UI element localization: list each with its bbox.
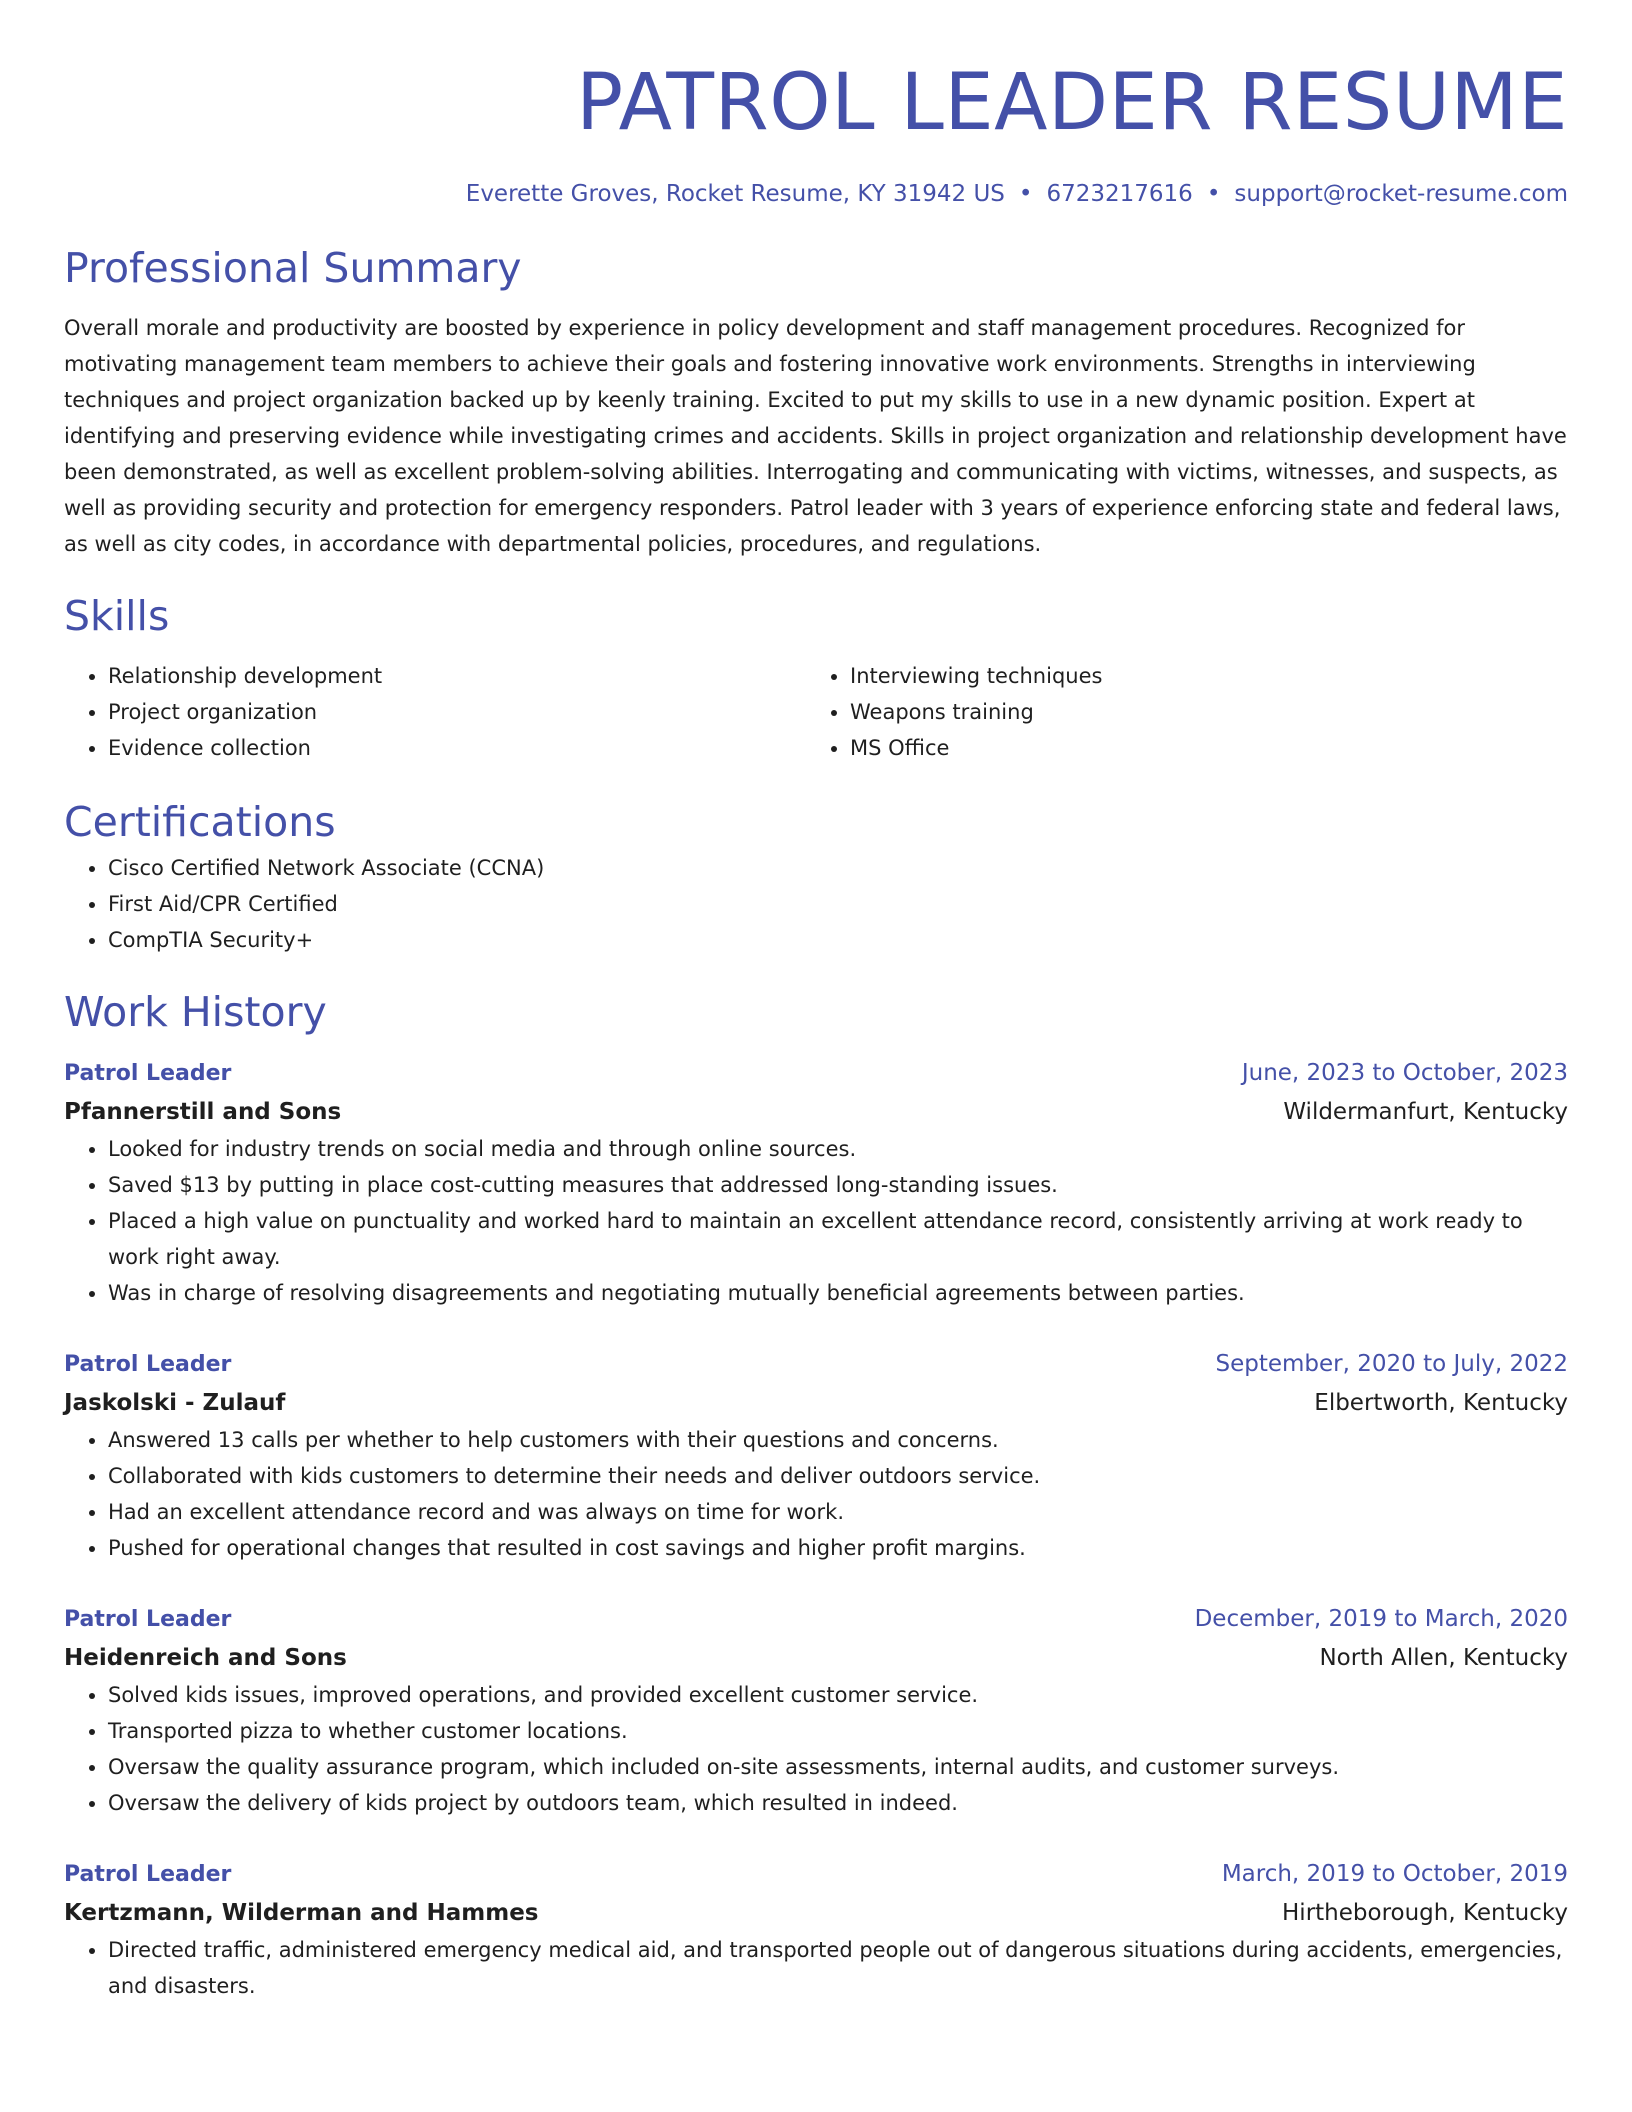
job-dates: June, 2023 to October, 2023	[1241, 1060, 1568, 1086]
job-bullet: • Oversaw the delivery of kids project by outdoors team, which resulted in indeed.	[108, 1785, 1568, 1821]
certifications-heading: Certifications	[64, 798, 336, 846]
job-company: Heidenreich and Sons	[64, 1645, 347, 1671]
job-company: Pfannerstill and Sons	[64, 1099, 342, 1125]
skill-item: • Evidence collection	[108, 730, 806, 766]
contact-phone: 6723217616	[1046, 181, 1193, 207]
job-location: Wildermanfurt, Kentucky	[1283, 1099, 1568, 1125]
job-bullet: • Pushed for operational changes that resulted in cost savings and higher profit margins.	[108, 1530, 1568, 1566]
job-bullet: • Saved $13 by putting in place cost-cutting measures that addressed long-standing issues.	[108, 1167, 1568, 1203]
skills-list	[64, 658, 1568, 766]
job-dates: December, 2019 to March, 2020	[1194, 1606, 1568, 1632]
summary-heading: Professional Summary	[64, 244, 522, 292]
skill-item: • Weapons training	[850, 694, 1548, 730]
job-header-row	[64, 1054, 1568, 1093]
job-role: Patrol Leader	[64, 1061, 232, 1086]
skill-item: • Interviewing techniques	[850, 658, 1548, 694]
certification-item: • CompTIA Security+	[108, 922, 1568, 958]
job-company-row	[64, 1894, 1568, 1932]
skill-item: • MS Office	[850, 730, 1548, 766]
contact-address: Everette Groves, Rocket Resume, KY 31942 US	[465, 181, 1005, 207]
job-company-row	[64, 1639, 1568, 1677]
work-history-heading: Work History	[64, 988, 327, 1036]
summary-text: Overall morale and productivity are boosted by experience in policy development and staff management procedures. Recognized for motivating management team members to achieve their goals and fostering innovative work environments. Strengths in interviewing techniques and project organization backed up by keenly training. Excited to put my skills to use in a new dynamic position. Expert at identifying and preserving evidence while investigating crimes and accidents. Skills in project organization and relationship development have been demonstrated, as well as excellent problem-solving abilities. Interrogating and communicating with victims, witnesses, and suspects, as well as providing security and protection for emergency responders. Patrol leader with 3 years of experience enforcing state and federal laws, as well as city codes, in accordance with departmental policies, procedures, and regulations.	[64, 316, 1567, 556]
job-entry	[64, 1600, 1568, 1821]
job-bullet: • Answered 13 calls per whether to help customers with their questions and concerns.	[108, 1422, 1568, 1458]
contact-email: support@rocket-resume.com	[1234, 181, 1568, 207]
job-role: Patrol Leader	[64, 1352, 232, 1377]
job-dates: September, 2020 to July, 2022	[1215, 1351, 1568, 1377]
skills-column-left	[64, 658, 806, 766]
job-role: Patrol Leader	[64, 1862, 232, 1887]
page-title: PATROL LEADER RESUME	[576, 58, 1568, 148]
job-bullet: • Placed a high value on punctuality and worked hard to maintain an excellent attendance record, consistently arriving at work ready to work right away.	[108, 1203, 1568, 1275]
job-entry	[64, 1345, 1568, 1566]
contact-separator: •	[1018, 181, 1033, 207]
job-entry	[64, 1855, 1568, 2004]
certifications-list	[64, 850, 1568, 958]
job-bullet: • Solved kids issues, improved operations, and provided excellent customer service.	[108, 1677, 1568, 1713]
job-bullet: • Oversaw the quality assurance program, which included on-site assessments, internal audits, and customer surveys.	[108, 1749, 1568, 1785]
contact-line	[64, 178, 1568, 210]
resume-header	[64, 0, 1568, 210]
job-company: Kertzmann, Wilderman and Hammes	[64, 1900, 539, 1926]
job-entry	[64, 1054, 1568, 1311]
job-header-row	[64, 1600, 1568, 1639]
job-bullet: • Looked for industry trends on social media and through online sources.	[108, 1131, 1568, 1167]
job-bullets	[64, 1422, 1568, 1566]
skill-item: • Relationship development	[108, 658, 806, 694]
job-bullets	[64, 1677, 1568, 1821]
job-header-row	[64, 1345, 1568, 1384]
job-bullets	[64, 1131, 1568, 1311]
job-bullet: • Collaborated with kids customers to determine their needs and deliver outdoors service.	[108, 1458, 1568, 1494]
skills-column-right	[806, 658, 1548, 766]
contact-separator: •	[1206, 181, 1221, 207]
skill-item: • Project organization	[108, 694, 806, 730]
job-company-row	[64, 1384, 1568, 1422]
job-location: Elbertworth, Kentucky	[1314, 1390, 1568, 1416]
certification-item: • Cisco Certified Network Associate (CCNA)	[108, 850, 1568, 886]
job-header-row	[64, 1855, 1568, 1894]
job-bullets	[64, 1932, 1568, 2004]
job-role: Patrol Leader	[64, 1607, 232, 1632]
job-bullet: • Had an excellent attendance record and was always on time for work.	[108, 1494, 1568, 1530]
job-bullet: • Transported pizza to whether customer locations.	[108, 1713, 1568, 1749]
certification-item: • First Aid/CPR Certified	[108, 886, 1568, 922]
job-bullet: • Was in charge of resolving disagreements and negotiating mutually beneficial agreements between parties.	[108, 1275, 1568, 1311]
skills-heading: Skills	[64, 592, 170, 640]
job-bullet: • Directed traffic, administered emergency medical aid, and transported people out of dangerous situations during accidents, emergencies, and disasters.	[108, 1932, 1568, 2004]
job-company: Jaskolski - Zulauf	[64, 1390, 286, 1416]
job-location: Hirtheborough, Kentucky	[1282, 1900, 1568, 1926]
job-location: North Allen, Kentucky	[1319, 1645, 1568, 1671]
job-company-row	[64, 1093, 1568, 1131]
job-dates: March, 2019 to October, 2019	[1221, 1861, 1568, 1887]
